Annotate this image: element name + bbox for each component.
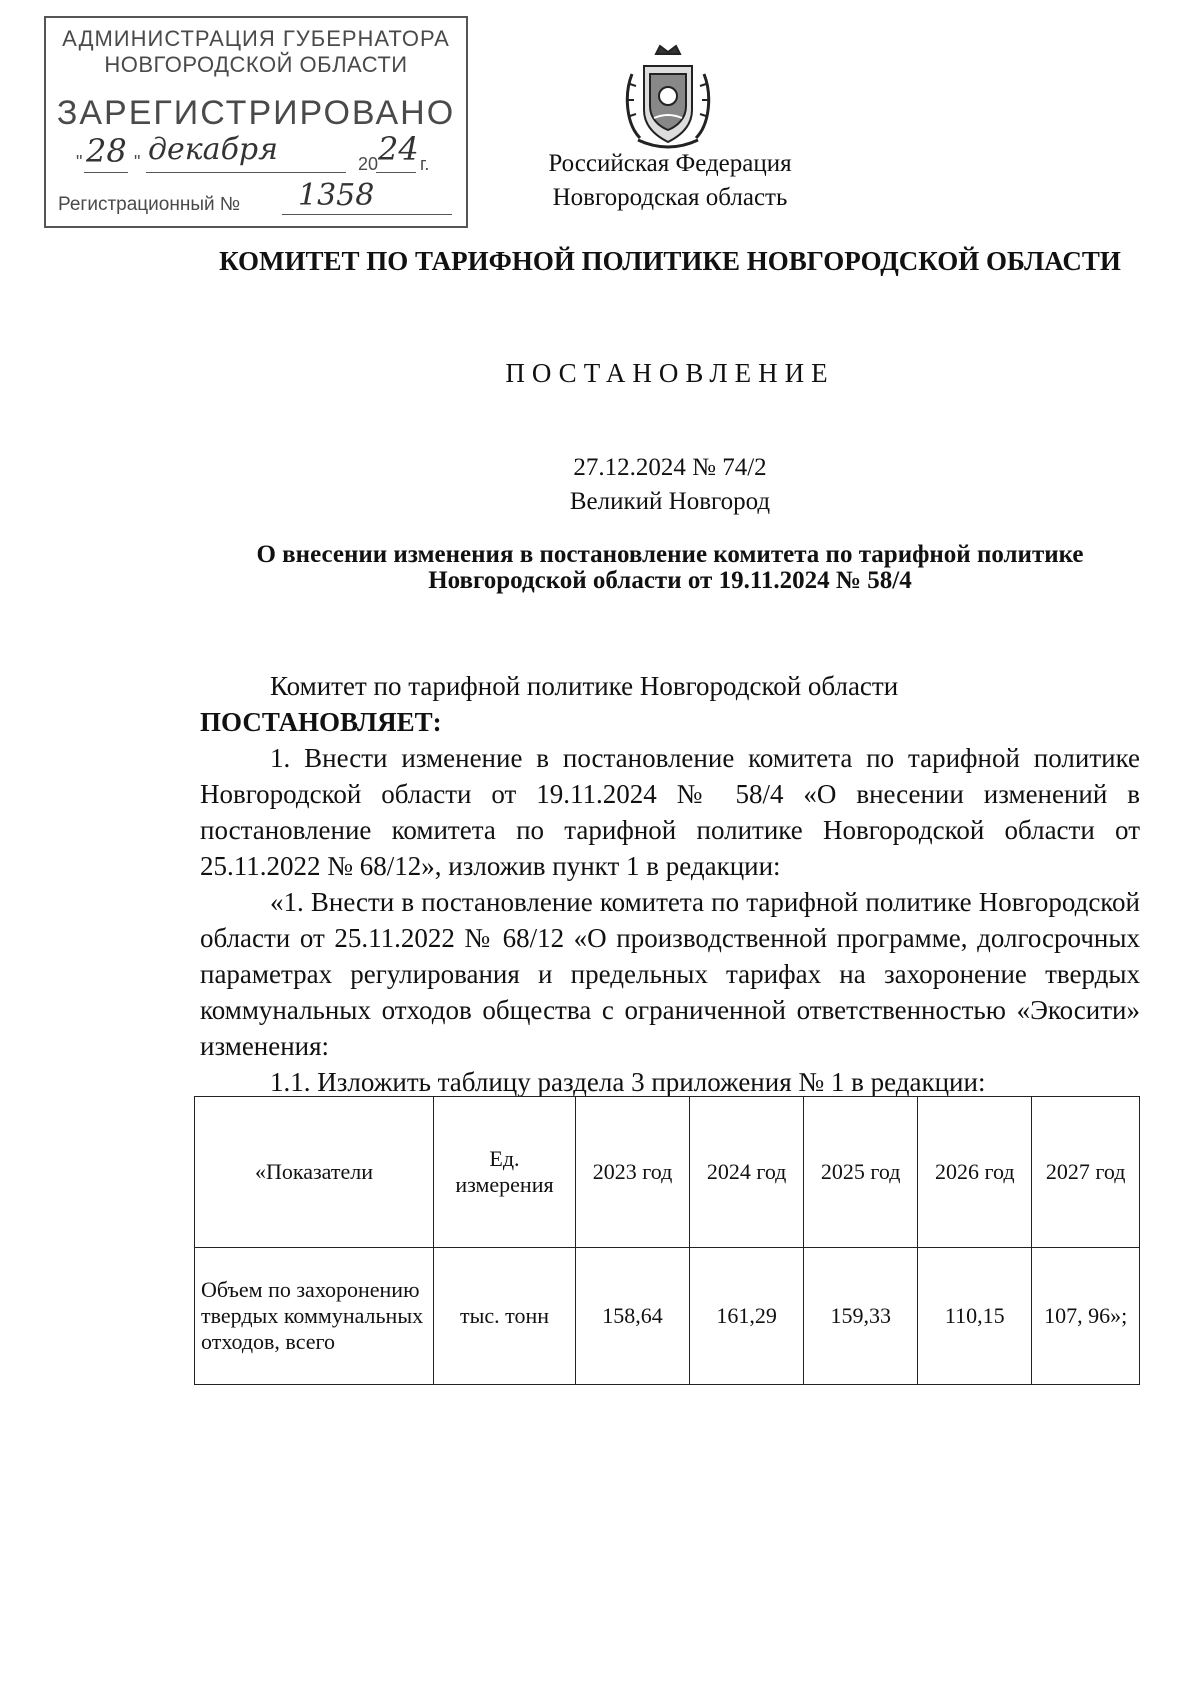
table-cell: 158,64 bbox=[576, 1248, 690, 1385]
coat-of-arms-icon bbox=[620, 44, 716, 154]
committee-title: КОМИТЕТ ПО ТАРИФНОЙ ПОЛИТИКЕ НОВГОРОДСКОЙ ОБЛАСТИ bbox=[219, 246, 1121, 276]
table-row bbox=[195, 1248, 1140, 1385]
document-date-number: 27.12.2024 № 74/2 bbox=[573, 454, 767, 481]
table-cell: Объем по захоронению твердых коммунальных отходов, всего bbox=[195, 1248, 434, 1385]
table-cell: тыс. тонн bbox=[433, 1248, 575, 1385]
item-1-1: 1.1. Изложить таблицу раздела 3 приложения № 1 в редакции: bbox=[270, 1067, 986, 1097]
stamp-registered: ЗАРЕГИСТРИРОВАНО bbox=[56, 94, 456, 132]
table-cell: 107, 96»; bbox=[1032, 1248, 1140, 1385]
table-header-cell: 2027 год bbox=[1032, 1097, 1140, 1248]
decides-heading: ПОСТАНОВЛЯЕТ: bbox=[200, 707, 442, 737]
document-subject: О внесении изменения в постановление комитета по тарифной политике Новгородской области от 19.11.2024 № 58/4 bbox=[256, 541, 1084, 594]
stamp-org-line1: АДМИНИСТРАЦИЯ ГУБЕРНАТОРА bbox=[62, 26, 450, 51]
stamp-month: декабря bbox=[148, 132, 278, 167]
item-1: 1. Внести изменение в постановление комитета по тарифной политике Новгородской области от 19.11.2024 № 58/4 «О внесении изменений в постановление комитета по тарифной политике Новгородской области от 25.11.2022 № 68/12», изложив пункт 1 в редакции: bbox=[200, 743, 1140, 881]
table-header-cell: 2023 год bbox=[576, 1097, 690, 1248]
stamp-year-prefix: 20 bbox=[358, 154, 379, 174]
table-header-cell: 2025 год bbox=[804, 1097, 918, 1248]
table-header-cell: 2024 год bbox=[690, 1097, 804, 1248]
table-cell: 161,29 bbox=[690, 1248, 804, 1385]
country-name: Российская Федерация bbox=[548, 150, 792, 177]
table-cell: 159,33 bbox=[804, 1248, 918, 1385]
stamp-year-mark: г. bbox=[420, 154, 430, 174]
document-city: Великий Новгород bbox=[569, 488, 771, 515]
indicators-table bbox=[194, 1096, 1140, 1385]
table-header-row bbox=[195, 1097, 1140, 1248]
stamp-number-row bbox=[58, 194, 240, 216]
document-type: ПОСТАНОВЛЕНИЕ bbox=[505, 358, 835, 388]
document-body bbox=[200, 668, 1140, 1100]
table-cell: 110,15 bbox=[918, 1248, 1032, 1385]
table-header-cell: Ед. измерения bbox=[433, 1097, 575, 1248]
item-1-quote: «1. Внести в постановление комитета по тарифной политике Новгородской области от 25.11.2022 № 68/12 «О производственной программе, долгосрочных параметрах регулирования и предельных тарифах на захоронение твердых коммунальных отходов общества с ограниченной ответственностью «Экосити» изменения: bbox=[200, 887, 1140, 1061]
stamp-org-line2: НОВГОРОДСКОЙ ОБЛАСТИ bbox=[104, 52, 408, 77]
region-name: Новгородская область bbox=[552, 184, 788, 211]
stamp-year-suffix: 24 bbox=[378, 130, 419, 168]
table-header-cell: 2026 год bbox=[918, 1097, 1032, 1248]
intro-paragraph: Комитет по тарифной политике Новгородской области bbox=[270, 671, 899, 701]
table-header-cell: «Показатели bbox=[195, 1097, 434, 1248]
stamp-date-line: " 28 " декабря 20 24 г. bbox=[76, 130, 430, 174]
registration-stamp bbox=[44, 16, 468, 228]
stamp-reg-label: Регистрационный № bbox=[58, 194, 241, 215]
stamp-reg-number: 1358 bbox=[298, 178, 375, 213]
stamp-day: 28 bbox=[86, 132, 127, 170]
